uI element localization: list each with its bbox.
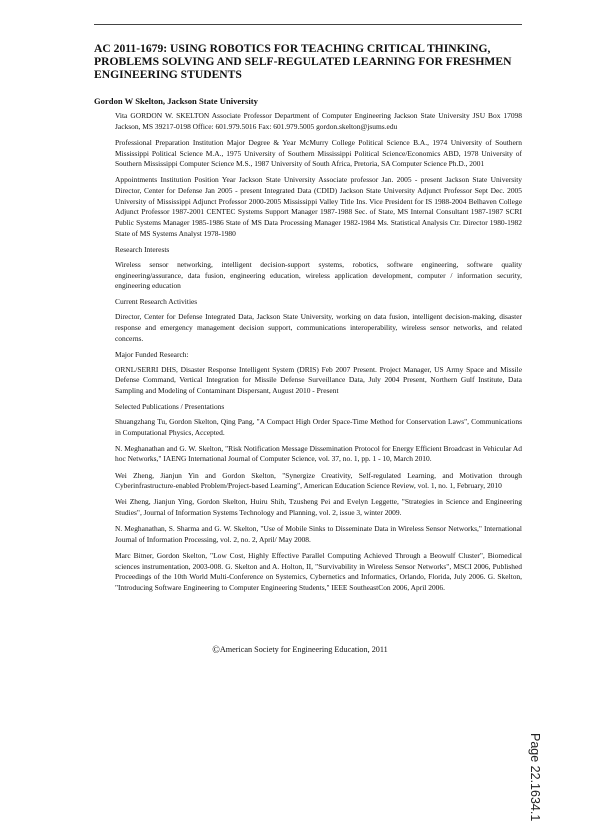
top-rule: [94, 24, 522, 25]
publication-entry: N. Meghanathan and G. W. Skelton, "Risk Notification Message Dissemination Protocol for Energy Efficient Broadcast in Vehicular Ad hoc Networks," IAENG International Journal of Computer Science, vol. 37, no. 1, pp. 1 - 10, March 2010.: [115, 443, 522, 464]
paper-title: AC 2011-1679: USING ROBOTICS FOR TEACHING CRITICAL THINKING, PROBLEMS SOLVING AND SELF-REGULATED LEARNING FOR FRESHMEN ENGINEERING STUDENTS: [94, 42, 512, 81]
publication-entry: Marc Bitner, Gordon Skelton, "Low Cost, Highly Effective Parallel Computing Achieved Through a Beowulf Cluster", Biomedical sciences instrumentation, 2003-008. G. Skelton and A. Holton, II, "Survivability in Wireless Sensor Networks", MSCI 2006, Published Proceedings of the 10th World Multi-Conference on Systemics, Cybernetics and Informatics, Orlando, Florida, July 2006. G. Skelton, "Introducing Software Engineering to Computer Engineering Students," IEEE SoutheastCon 2006, April 2006.: [115, 550, 522, 593]
vita-contact: Vita GORDON W. SKELTON Associate Professor Department of Computer Engineering Jackson State University JSU Box 17098 Jackson, MS 39217-0198 Office: 601.979.5016 Fax: 601.979.5005 gordon.skelton@jsums.edu: [115, 111, 522, 131]
vita-body: [115, 111, 522, 599]
page-stamp: Page 22.1634.1: [528, 733, 542, 821]
publication-entry: N. Meghanathan, S. Sharma and G. W. Skelton, "Use of Mobile Sinks to Disseminate Data in Wireless Sensor Networks," International Journal of Information Processing, vol. 2, no. 2, April/ May 2008.: [115, 524, 522, 544]
section-heading-current-research: Current Research Activities: [115, 297, 198, 307]
author-line: Gordon W Skelton, Jackson State University: [94, 96, 258, 106]
copyright-footer: [0, 644, 600, 655]
research-interests: Wireless sensor networking, intelligent decision-support systems, robotics, software engineering, software quality engineering/assurance, data fusion, engineering education, wireless application development, computer / information security, engineering education: [115, 259, 522, 291]
publication-entry: Wei Zheng, Jianjun Ying, Gordon Skelton, Huiru Shih, Tzusheng Pei and Evelyn Leggette, "Strategies in Science and Engineering Studies", Journal of Information Systems Technology and Planning, vol. 2, issue 3, winter 2009.: [115, 497, 522, 518]
copyright-text: American Society for Engineering Education, 2011: [219, 645, 388, 654]
current-research: Director, Center for Defense Integrated Data, Jackson State University, working on data fusion, intelligent decision-making, disaster response and emergency management decision support, communications interoperability, wireless sensor networks, and related concerns.: [115, 312, 522, 343]
section-heading-publications: Selected Publications / Presentations: [115, 402, 225, 412]
appointments: Appointments Institution Position Year Jackson State University Associate professor Jan. 2005 - present Jackson State University Director, Center for Defense Jan 2005 - present Integrated Data (CDID) Jackson State University Adjunct Professor Sept Dec. 2005 University of Mississippi Adjunct Professor 2000-2005 Mississippi Valley Title Ins. Vice President for IS 1988-2004 Belhaven College Adjunct Professor 1987-2001 CENTEC Systems Support Manager 1987-1988 Sec. of State, MS Internal Consultant 1987-1987 SCRI Public Systems Manager 1985-1986 State of MS Data Processing Manager 1982-1984 Ms. Statistical Analysis Ctr. Director 1980-1982 State of MS Systems Analyst 1978-1980: [115, 175, 522, 238]
section-heading-funded-research: Major Funded Research:: [115, 349, 189, 359]
publication-entry: Shuangzhang Tu, Gordon Skelton, Qing Pang, "A Compact High Order Space-Time Method for Conservation Laws", Communications in Computational Physics, Accepted.: [115, 416, 522, 437]
copyright-icon: ©: [212, 645, 220, 656]
funded-research: ORNL/SERRI DHS, Disaster Response Intelligent System (DRIS) Feb 2007 Present. Project Manager, US Army Space and Missile Defense Command, Vertical Integration for Missile Defense Surveillance Data, July 2004 Present, Northern Gulf Institute, Data Sampling and Modeling of Contaminant Dispersant, August 2010 - Present: [115, 364, 522, 395]
publication-entry: Wei Zheng, Jianjun Yin and Gordon Skelton, "Synergize Creativity, Self-regulated Learning, and Motivation through Cyberinfrastructure-enabled Problem/Project-based Learning", American Education Science Review, vol. 1, no. 1, February, 2010: [115, 470, 522, 491]
section-heading-research-interests: Research Interests: [115, 244, 170, 254]
professional-preparation: Professional Preparation Institution Major Degree & Year McMurry College Political Science B.A., 1974 University of Southern Mississippi Political Science M.A., 1975 University of Southern Mississippi Political Science/Economics ABD, 1978 University of Southern Mississippi Computer Science M.S., 1987 University of South Africa, Pretoria, SA Computer Science Ph.D., 2001: [115, 137, 522, 169]
